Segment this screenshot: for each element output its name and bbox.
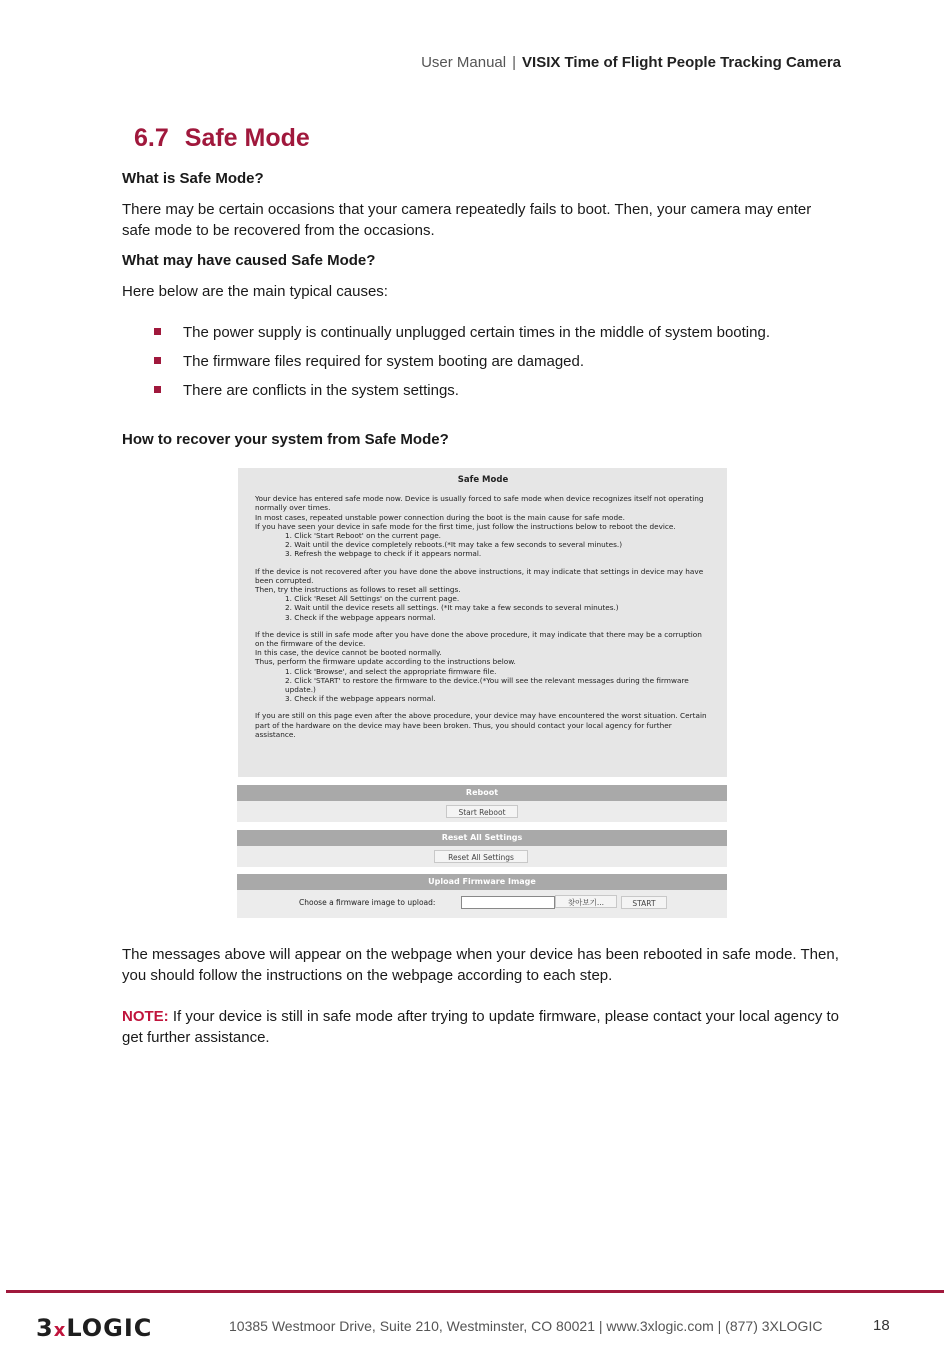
paragraph-messages: The messages above will appear on the webpage when your device has been rebooted in safe mode. Then, you should follow the instructions on the webpage according to each step.: [122, 946, 839, 984]
firmware-file-input[interactable]: [461, 896, 555, 909]
screenshot-fw3: Thus, perform the firmware update according to the instructions below.: [255, 657, 516, 667]
screenshot-steps-reboot: 1. Click 'Start Reboot' on the current page. 2. Wait until the device completely reboots.(*It may take a few seconds to several minutes.) 3. Refresh the webpage to check if it appears normal.: [285, 531, 623, 559]
screenshot-intro2: In most cases, repeated unstable power connection during the boot is the main cause for safe mode.: [255, 512, 625, 522]
reboot-panel: [237, 785, 727, 822]
company-logo: 3xLOGIC: [36, 1314, 153, 1342]
reset-panel: [237, 830, 727, 867]
list-item: The power supply is continually unplugged certain times in the middle of system booting.: [122, 322, 842, 351]
bullet-square-icon: [154, 386, 161, 393]
running-header: [421, 54, 841, 71]
footer-divider: [6, 1290, 944, 1293]
note-label: NOTE:: [122, 1008, 169, 1025]
list-item: There are conflicts in the system settings.: [122, 380, 842, 409]
upload-bar: Upload Firmware Image: [237, 874, 727, 890]
safe-mode-screenshot: [238, 468, 727, 777]
screenshot-mid1: If the device is not recovered after you have done the above instructions, it may indicate that settings in device may have been corrupted.: [255, 566, 704, 585]
question-causes: What may have caused Safe Mode?: [122, 252, 376, 269]
paragraph-intro: There may be certain occasions that your camera repeatedly fails to boot. Then, your camera may enter safe mode to be recovered from the occasions.: [122, 201, 812, 239]
list-item: The firmware files required for system booting are damaged.: [122, 351, 842, 380]
start-reboot-button[interactable]: Start Reboot: [446, 805, 518, 818]
note-paragraph: [122, 1006, 842, 1048]
section-title: Safe Mode: [184, 124, 310, 152]
header-manual: User Manual: [421, 54, 507, 71]
screenshot-steps-reset: 1. Click 'Reset All Settings' on the current page. 2. Wait until the device resets all settings. (*It may take a few seconds to several minutes.) 3. Check if the webpage appears normal.: [285, 594, 619, 622]
screenshot-fw1: If the device is still in safe mode after you have done the above procedure, it may indicate that there may be a corruption on the firmware of the device.: [255, 629, 702, 649]
bullet-square-icon: [154, 328, 161, 335]
reboot-bar: Reboot: [237, 785, 727, 801]
note-text: If your device is still in safe mode after trying to update firmware, please contact your local agency to get further assistance.: [122, 1008, 839, 1046]
footer-address: 10385 Westmoor Drive, Suite 210, Westminster, CO 80021 | www.3xlogic.com | (877) 3XLOGIC: [229, 1318, 823, 1334]
upload-label: Choose a firmware image to upload:: [299, 898, 436, 907]
page-number: 18: [873, 1317, 890, 1334]
screenshot-steps-firmware: 1. Click 'Browse', and select the appropriate firmware file. 2. Click 'START' to restore the firmware to the device.(*You will see the relevant messages during the firmware update.) 3. Check if the webpage appears normal.: [285, 666, 689, 704]
screenshot-outro: If you are still on this page even after the above procedure, your device may have encountered the worst situation. Certain part of the hardware on the device may have been broken. Thus, you should contact your local agency for further assistance.: [255, 711, 707, 739]
section-number: 6.7: [134, 124, 169, 152]
screenshot-fw2: In this case, the device cannot be booted normally.: [255, 648, 442, 658]
start-button[interactable]: START: [621, 896, 667, 909]
browse-button[interactable]: 찾아보기...: [555, 895, 617, 908]
question-recover: How to recover your system from Safe Mode?: [122, 431, 449, 448]
question-what-is: What is Safe Mode?: [122, 170, 264, 187]
reset-bar: Reset All Settings: [237, 830, 727, 846]
header-separator: |: [512, 54, 517, 71]
bullet-square-icon: [154, 357, 161, 364]
causes-list: [122, 322, 842, 409]
screenshot-title: Safe Mode: [457, 475, 509, 485]
screenshot-intro: Your device has entered safe mode now. Device is usually forced to safe mode when device recognizes itself not operating normally over times.: [255, 494, 704, 513]
screenshot-mid2: Then, try the instructions as follows to reset all settings.: [255, 585, 461, 595]
section-heading: [134, 124, 310, 153]
reset-all-settings-button[interactable]: Reset All Settings: [434, 850, 528, 863]
paragraph-causes: Here below are the main typical causes:: [122, 283, 388, 300]
header-product: VISIX Time of Flight People Tracking Camera: [522, 54, 841, 71]
screenshot-intro3: If you have seen your device in safe mode for the first time, just follow the instructions below to reboot the device.: [255, 521, 676, 531]
upload-panel: [237, 874, 727, 918]
